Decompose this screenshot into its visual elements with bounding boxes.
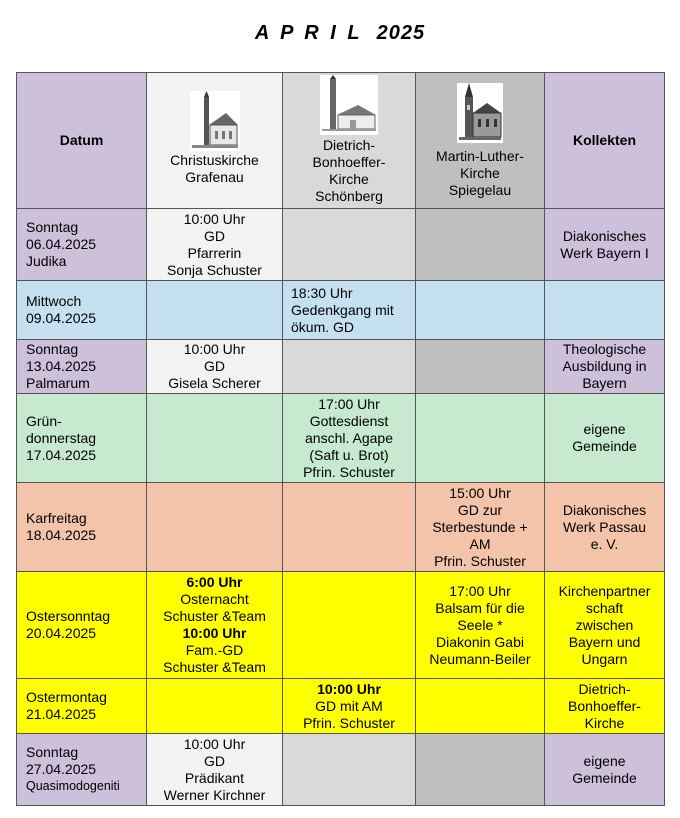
service-cell-spiegelau: [416, 281, 545, 340]
church-2-name-3: Kirche: [329, 171, 369, 187]
date-value: 20.04.2025: [26, 625, 97, 641]
date-cell: [17, 209, 147, 281]
service-type: Osternacht: [180, 591, 249, 607]
date-weekday: donnerstag: [26, 429, 97, 446]
service-cell-spiegelau: [416, 679, 545, 734]
date-cell: [17, 394, 147, 483]
date-cell: [17, 483, 147, 572]
header-church-3: [416, 73, 545, 209]
service-type: GD: [204, 752, 225, 769]
service-role: Prädikant: [184, 769, 245, 786]
service-leader: Pfrin. Schuster: [303, 463, 395, 480]
date-weekday: Sonntag: [26, 744, 79, 760]
kollekte-line: Kirchenpartner: [558, 582, 651, 599]
service-cell-schoenberg: [283, 209, 416, 281]
kollekte-line: Ausbildung in: [562, 358, 647, 374]
service-cell-schoenberg: [283, 394, 416, 483]
service-type: Seele *: [457, 616, 503, 633]
service-time: 17:00 Uhr: [318, 395, 380, 412]
service-cell-christuskirche: [147, 340, 283, 394]
service-leader: Pfrin. Schuster: [434, 552, 526, 569]
service-note: anschl. Agape: [305, 429, 393, 446]
service-time: 10:00 Uhr: [183, 210, 246, 227]
service-time: 18:30 Uhr: [291, 284, 353, 301]
service-leader: Schuster &Team: [163, 659, 266, 675]
service-cell-christuskirche: [147, 281, 283, 340]
service-cell-schoenberg: [283, 572, 416, 679]
date-cell: [17, 572, 147, 679]
kollekte-line: Bayern und: [568, 633, 641, 650]
date-weekday: Sonntag: [26, 219, 79, 235]
date-cell: [17, 734, 147, 806]
kollekte-line: eigene: [583, 752, 626, 769]
header-church-2: [283, 73, 416, 209]
date-value: 27.04.2025: [26, 761, 97, 777]
service-cell-schoenberg: [283, 679, 416, 734]
date-cell: [17, 340, 147, 394]
kollekte-line: Diakonisches: [562, 227, 647, 244]
schedule-table: [16, 72, 665, 806]
service-cell-schoenberg: [283, 734, 416, 806]
service-type: GD mit AM: [315, 697, 383, 714]
service-cell-spiegelau: [416, 209, 545, 281]
service-cell-christuskirche: [147, 734, 283, 806]
service-type: GD: [204, 227, 225, 244]
date-weekday: Sonntag: [26, 341, 79, 357]
service-type: ökum. GD: [291, 318, 355, 335]
service-cell-spiegelau: [416, 340, 545, 394]
table-row: [17, 340, 665, 394]
church-schoenberg-image: [320, 75, 378, 135]
church-grafenau-image: [190, 91, 240, 151]
service-cell-spiegelau: [416, 734, 545, 806]
table-row: [17, 483, 665, 572]
kollekte-line: Kirche: [584, 714, 625, 731]
kollekte-line: Ungarn: [581, 650, 628, 667]
service-cell-spiegelau: [416, 572, 545, 679]
service-time: 10:00 Uhr: [317, 680, 381, 697]
date-weekday: Ostermontag: [26, 689, 107, 705]
service-type: GD: [204, 358, 225, 374]
kollekte-cell: [545, 209, 665, 281]
kollekte-cell: [545, 572, 665, 679]
kollekte-cell: [545, 340, 665, 394]
header-row: [17, 73, 665, 209]
service-role: Pfarrerin: [187, 244, 242, 261]
date-weekday: Ostersonntag: [26, 608, 111, 624]
service-type: GD zur: [457, 501, 503, 518]
page-title: [0, 22, 680, 45]
service-cell-christuskirche: [147, 679, 283, 734]
service-type: AM: [469, 535, 491, 552]
kollekte-line: Werk Passau: [563, 518, 646, 535]
church-spiegelau-image: [457, 83, 503, 143]
date-value: 06.04.2025: [26, 236, 97, 252]
date-cell: [17, 281, 147, 340]
table-row: [17, 394, 665, 483]
kollekte-cell: [545, 679, 665, 734]
service-cell-christuskirche: [147, 572, 283, 679]
date-weekday: Grün-: [26, 412, 62, 429]
service-cell-schoenberg: [283, 483, 416, 572]
service-time: 10:00 Uhr: [183, 341, 246, 357]
kollekte-line: Bonhoeffer-: [568, 697, 641, 714]
service-leader: Neumann-Beiler: [429, 650, 531, 667]
kollekte-line: zwischen: [575, 616, 634, 633]
church-2-name-2: Bonhoeffer-: [312, 154, 386, 170]
service-type: Gottesdienst: [309, 412, 389, 429]
date-value: 09.04.2025: [26, 310, 97, 326]
service-type: Gedenkgang mit: [291, 301, 394, 318]
header-church-1: [147, 73, 283, 209]
church-2-place: Schönberg: [315, 188, 383, 204]
church-3-name-2: Kirche: [460, 165, 500, 181]
date-cell: [17, 679, 147, 734]
date-value: 13.04.2025: [26, 358, 97, 374]
service-cell-spiegelau: [416, 483, 545, 572]
table-row: [17, 209, 665, 281]
church-2-name-1: Dietrich-: [322, 137, 376, 153]
service-cell-christuskirche: [147, 209, 283, 281]
date-value: 18.04.2025: [26, 527, 97, 543]
church-1-name: Christuskirche: [170, 152, 259, 168]
date-weekday: Mittwoch: [26, 293, 82, 309]
kollekte-line: schaft: [585, 599, 624, 616]
service-type: Sterbestunde +: [432, 518, 528, 535]
service-time: 6:00 Uhr: [186, 574, 243, 590]
service-time: 10:00 Uhr: [183, 735, 246, 752]
header-kollekten: Kollekten: [545, 73, 665, 209]
service-time: 17:00 Uhr: [449, 582, 511, 599]
kollekte-line: Theologische: [562, 341, 647, 357]
table-row: [17, 679, 665, 734]
church-1-place: Grafenau: [185, 169, 244, 185]
table-row: [17, 572, 665, 679]
kollekte-cell: [545, 734, 665, 806]
table-row: [17, 281, 665, 340]
service-cell-christuskirche: [147, 483, 283, 572]
date-liturgical-name: Quasimodogeniti: [26, 779, 120, 793]
service-type: Balsam für die: [435, 599, 525, 616]
service-leader: Sonja Schuster: [167, 261, 262, 278]
date-liturgical-name: Judika: [26, 253, 67, 269]
kollekte-cell: [545, 281, 665, 340]
kollekte-line: Gemeinde: [572, 769, 637, 786]
service-cell-schoenberg: [283, 340, 416, 394]
service-leader: Schuster &Team: [163, 608, 266, 624]
service-leader: Gisela Scherer: [168, 375, 261, 391]
service-leader: Diakonin Gabi: [436, 633, 524, 650]
service-leader: Werner Kirchner: [163, 786, 266, 803]
kollekte-line: Diakonisches: [562, 501, 647, 518]
service-leader: Pfrin. Schuster: [303, 714, 395, 731]
service-cell-schoenberg: [283, 281, 416, 340]
service-time: 15:00 Uhr: [449, 484, 511, 501]
service-time: 10:00 Uhr: [182, 625, 247, 641]
kollekte-line: Gemeinde: [572, 438, 637, 454]
title-month: A P R I L: [254, 22, 363, 44]
kollekte-cell: [545, 483, 665, 572]
kollekte-line: Dietrich-: [578, 680, 631, 697]
kollekte-line: Werk Bayern I: [560, 244, 649, 261]
title-year: 2025: [376, 22, 426, 44]
kollekte-cell: [545, 394, 665, 483]
date-liturgical-name: Palmarum: [26, 375, 90, 391]
date-value: 17.04.2025: [26, 446, 97, 463]
service-type: Fam.-GD: [185, 642, 244, 658]
date-weekday: Karfreitag: [26, 510, 87, 526]
table-row: [17, 734, 665, 806]
header-datum: Datum: [17, 73, 147, 209]
date-value: 21.04.2025: [26, 706, 97, 722]
church-3-place: Spiegelau: [448, 182, 512, 198]
kollekte-line: Bayern: [582, 375, 627, 391]
kollekte-line: e. V.: [590, 535, 619, 552]
kollekte-line: eigene: [583, 421, 626, 437]
service-note: (Saft u. Brot): [309, 446, 389, 463]
service-cell-spiegelau: [416, 394, 545, 483]
church-3-name-1: Martin-Luther-: [436, 148, 524, 164]
service-cell-christuskirche: [147, 394, 283, 483]
